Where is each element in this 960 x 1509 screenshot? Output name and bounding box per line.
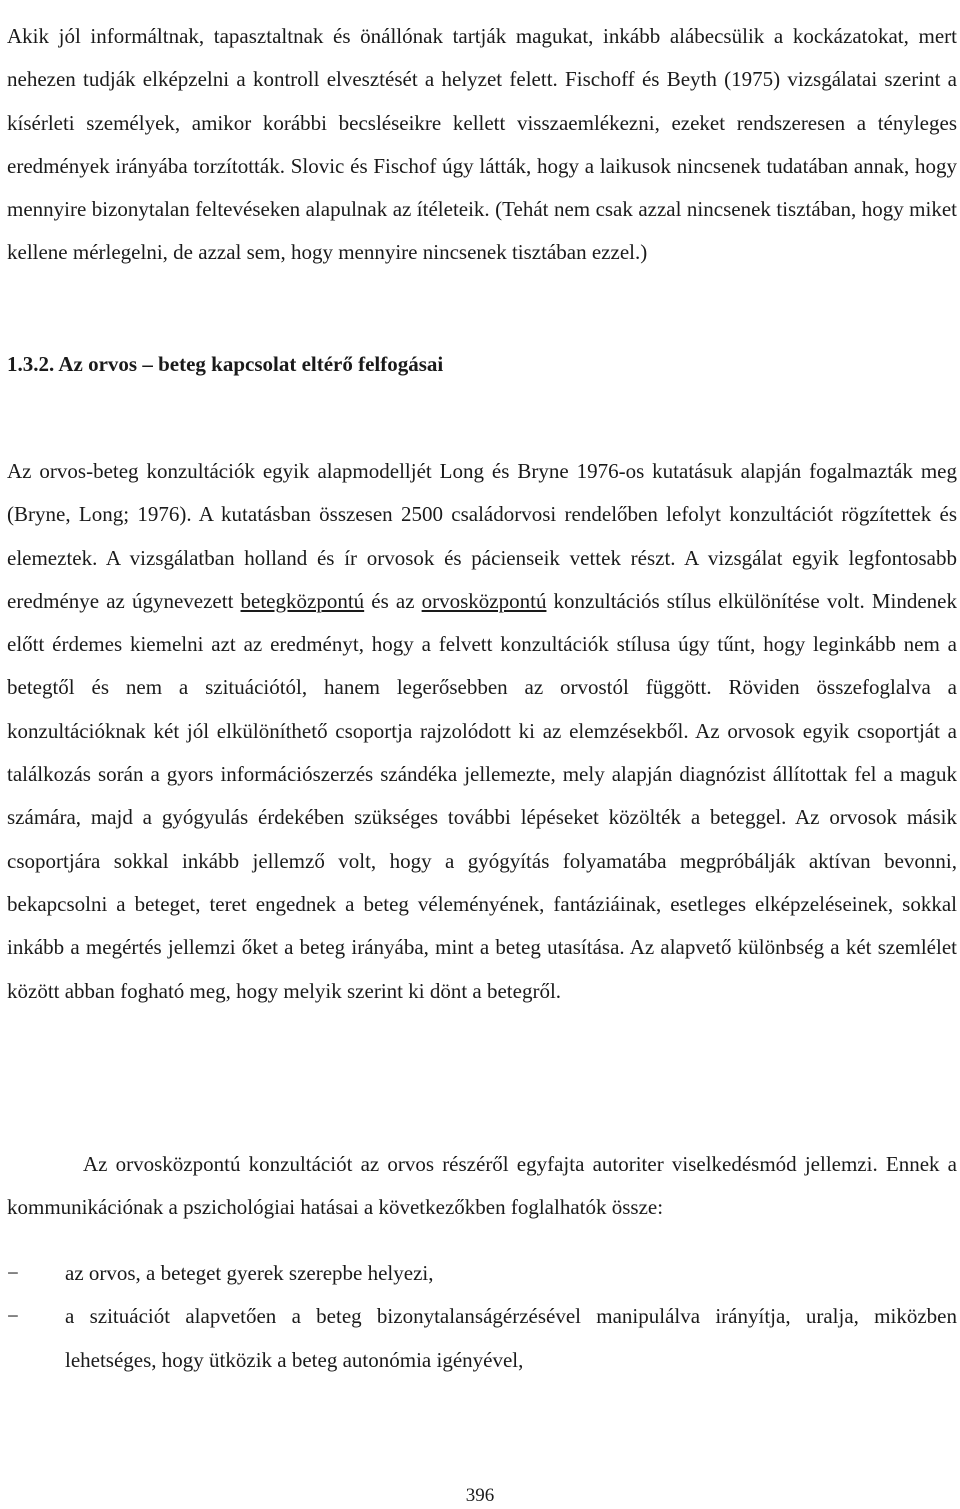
main-paragraph-part3: konzultációs stílus elkülönítése volt. Mindenek előtt érdemes kiemelni azt az eredményt, hogy a felvett konzultációk stílusa úgy tűnt, hogy leginkább nem a betegtől és nem a szituációtól, hanem legerősebben az orvostól függött. Röviden összefoglalva a konzultációknak két jól elkülöníthető csoportja rajzolódott ki az elemzésekből. Az orvosok egyik csoportját a találkozás során a gyors információszerzés szándéka jellemezte, mely alapján diagnózist állítottak fel a maguk számára, majd a gyógyulás érdekében szükséges további lépéseket közölték a beteggel. Az orvosok másik csoportjára sokkal inkább jellemző volt, hogy a gyógyítás folyamatába megpróbálják aktívan bevonni, bekapcsolni a beteget, teret engednek a beteg véleményének, fantáziáinak, esetleges elképzeléseinek, sokkal inkább a megértés jellemzi őket a beteg irányába, mint a beteg utasítása. Az alapvető különbség a két szemlélet között abban fogható meg, hogy melyik szerint ki dönt a betegről. [7, 588, 957, 1003]
main-paragraph-part1: Az orvos-beteg konzultációk egyik alapmodelljét Long és Bryne 1976-os kutatásuk alapján fogalmazták meg (Bryne, Long; 1976). A kutatásban összesen 2500 családorvosi rendelőben lefolyt konzultációt rögzítettek és elemeztek. A vizsgálatban holland és ír orvosok és pácienseik vettek részt. A vizsgálat egyik legfontosabb eredménye az úgynevezett [7, 459, 957, 613]
term-doctor-centered: orvosközpontú [421, 588, 547, 613]
list-item [0, 1252, 957, 1295]
main-paragraph-part2: és az [364, 588, 422, 613]
top-paragraph: Akik jól informáltnak, tapasztaltnak és önállónak tartják magukat, inkább alábecsülik a kockázatokat, mert nehezen tudják elképzelni a kontroll elvesztését a helyzet felett. Fischoff és Beyth (1975) vizsgálatai szerint a kísérleti személyek, amikor korábbi becsléseikre kellett visszaemlékezni, ezeket rendszeresen a tényleges eredmények irányába torzították. Slovic és Fischof úgy látták, hogy a laikusok nincsenek tudatában annak, hogy mennyire bizonytalan feltevéseken alapulnak az ítéleteik. (Tehát nem csak azzal nincsenek tisztában, hogy miket kellene mérlegelni, de azzal sem, hogy mennyire nincsenek tisztában ezzel.) [7, 24, 957, 265]
dash-bullet: − [7, 1304, 19, 1329]
section-heading: 1.3.2. Az orvos – beteg kapcsolat eltérő felfogásai [7, 352, 444, 376]
main-paragraph [7, 450, 957, 1013]
dash-bullet: − [7, 1261, 19, 1285]
list-item-text: a szituációt alapvetően a beteg bizonytalanságérzésével manipulálva irányítja, uralja, miközben lehetséges, hogy ütközik a beteg autonómia igényével, [65, 1304, 957, 1372]
page-number: 396 [465, 1485, 495, 1506]
list-item-text: az orvos, a beteget gyerek szerepbe helyezi, [65, 1261, 434, 1285]
term-patient-centered: betegközpontú [240, 588, 365, 613]
effects-list [0, 1252, 957, 1382]
second-paragraph: Az orvosközpontú konzultációt az orvos részéről egyfajta autoriter viselkedésmód jellemzi. Ennek a kommunikációnak a pszichológiai hatásai a következőkben foglalhatók össze: [7, 1152, 957, 1220]
list-item [0, 1295, 957, 1382]
